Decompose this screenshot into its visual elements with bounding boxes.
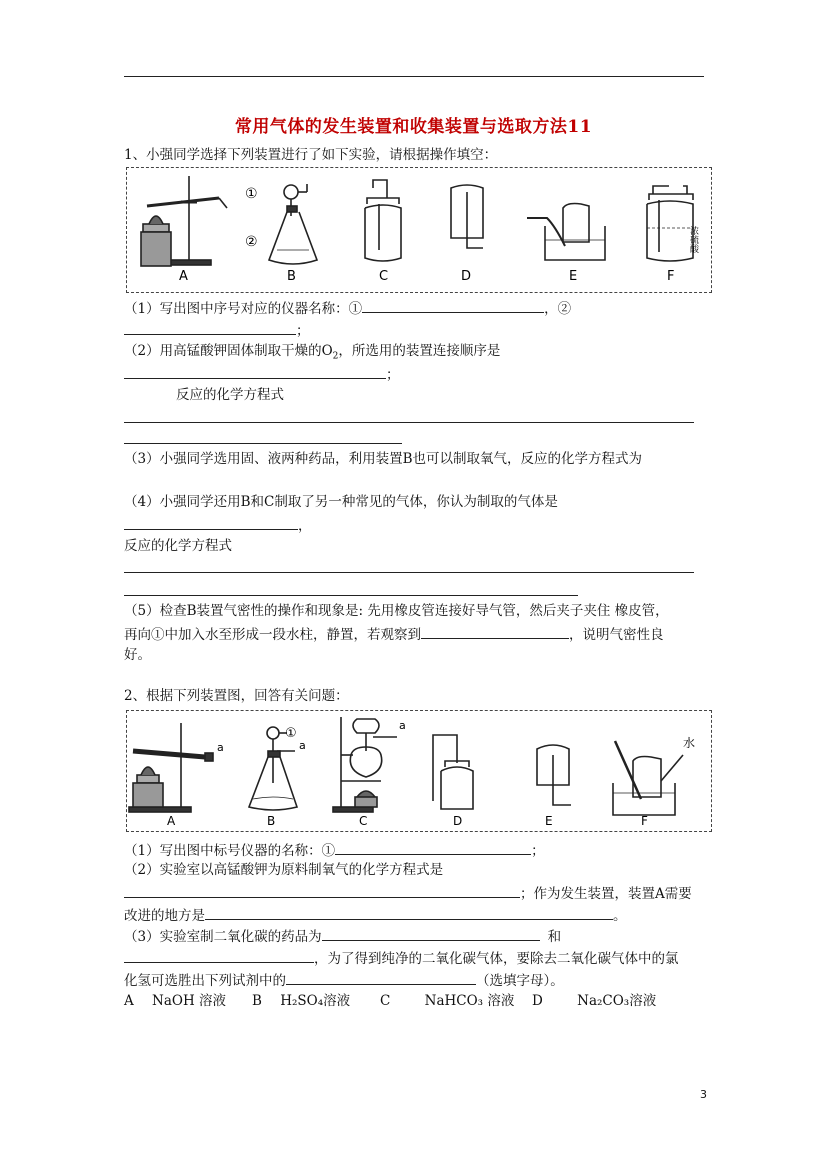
q2-b-port-label: a xyxy=(299,739,306,752)
q2-p2-end: 。 xyxy=(613,908,627,924)
q2-option-c[interactable] xyxy=(380,992,514,1010)
q1-p1-line2 xyxy=(124,320,310,340)
q1-apparatus-e xyxy=(527,204,605,261)
q2-blank-4[interactable] xyxy=(322,926,540,941)
q1-apparatus-c xyxy=(365,180,401,261)
q2-option-c-letter: C xyxy=(380,993,391,1009)
q1-apparatus-figure xyxy=(127,168,709,290)
q1-p1-label: （1）写出图中序号对应的仪器名称：① xyxy=(124,301,363,317)
q2-blank-6[interactable] xyxy=(286,970,476,985)
page-number: 3 xyxy=(700,1088,707,1101)
q1-apparatus-b xyxy=(269,184,317,264)
q2-p3-and: 和 xyxy=(547,929,562,945)
q2-option-d-letter: D xyxy=(532,993,543,1009)
q2-p3-line1 xyxy=(124,926,561,946)
q1-blank-2[interactable] xyxy=(124,320,296,335)
q2-apparatus-d xyxy=(433,735,473,809)
q2-option-d-text: Na₂CO₃溶液 xyxy=(577,993,657,1009)
q1-apparatus-f xyxy=(647,186,693,261)
q1-p4: （4）小强同学还用B和C制取了另一种常见的气体，你认为制取的气体是 xyxy=(124,494,558,510)
q2-option-a-letter: A xyxy=(124,993,134,1009)
q1-label-c: C xyxy=(379,269,389,284)
q1-p4-equation-label: 反应的化学方程式 xyxy=(124,538,232,554)
q1-apparatus-a xyxy=(141,176,227,266)
q1-p5-line3: 好。 xyxy=(124,647,151,663)
q2-option-b[interactable] xyxy=(252,992,350,1010)
q1-eq-line-1[interactable] xyxy=(124,422,694,423)
q2-option-b-text: H₂SO₄溶液 xyxy=(280,993,351,1009)
q1-label-f: F xyxy=(667,269,675,284)
q1-label-b: B xyxy=(287,269,296,284)
q2-p1-label: （1）写出图中标号仪器的名称：① xyxy=(124,843,336,859)
q1-p2-end: ； xyxy=(386,367,400,383)
q2-p3-text-c: 化氢可选胜出下列试剂中的 xyxy=(124,973,286,989)
q2-p3-label: （3）实验室制二氧化碳的药品为 xyxy=(124,929,322,945)
header-rule xyxy=(124,76,704,77)
q2-blank-1[interactable] xyxy=(335,840,531,855)
q2-p1-end: ； xyxy=(531,843,545,859)
q2-a-port-label: a xyxy=(217,741,224,754)
q1-intro: 1、小强同学选择下列装置进行了如下实验，请根据操作填空： xyxy=(124,147,498,163)
q1-eq-line-4[interactable] xyxy=(124,595,578,596)
q1-p2 xyxy=(124,342,500,366)
q2-p3-line2 xyxy=(124,948,679,968)
q1-blank-4[interactable] xyxy=(124,515,298,530)
q1-f-acid-label: 浓硫酸 xyxy=(688,226,698,253)
q1-p2-sub: 2 xyxy=(332,351,339,362)
q2-p3-text: ，为了得到纯净的二氧化碳气体，要除去二氧化碳气体中的氯 xyxy=(314,951,679,967)
q1-label-d: D xyxy=(461,269,472,284)
q2-blank-3[interactable] xyxy=(205,905,613,920)
q2-p2-line2 xyxy=(124,883,692,903)
q2-option-a-text: NaOH 溶液 xyxy=(152,993,227,1009)
q1-p2-line2 xyxy=(124,364,400,384)
q2-p2-text-c: 改进的地方是 xyxy=(124,908,205,924)
q2-label-c: C xyxy=(359,814,368,828)
q2-p2-text: ；作为发生装置，装置A需要 xyxy=(520,886,692,902)
q2-label-e: E xyxy=(545,814,553,828)
q1-p1-end: ； xyxy=(296,323,310,339)
q2-blank-2[interactable] xyxy=(124,883,520,898)
q2-p2-line3 xyxy=(124,905,627,925)
q1-p5-text-c: ，说明气密性良 xyxy=(569,627,664,643)
q2-option-a[interactable] xyxy=(124,992,226,1010)
q1-p1-sep: ，② xyxy=(544,301,572,317)
q2-option-b-letter: B xyxy=(252,993,262,1009)
q2-apparatus-figure xyxy=(127,711,709,829)
q1-p4-end: ， xyxy=(298,518,312,534)
q1-apparatus-d xyxy=(451,185,483,248)
q2-apparatus-e xyxy=(537,745,571,805)
q2-option-d[interactable] xyxy=(532,992,656,1010)
q1-p2-equation-label: 反应的化学方程式 xyxy=(176,387,284,403)
q1-label-e: E xyxy=(569,269,578,284)
q2-p2-line1: （2）实验室以高锰酸钾为原料制氧气的化学方程式是 xyxy=(124,862,444,878)
q1-blank-5[interactable] xyxy=(421,624,569,639)
q2-label-a: A xyxy=(167,814,176,828)
q2-label-f: F xyxy=(641,814,648,828)
q2-option-c-text: NaHCO₃ 溶液 xyxy=(424,993,515,1009)
q1-p5-line2 xyxy=(124,624,664,644)
q1-p5-line1: （5）检查B装置气密性的操作和现象是: 先用橡皮管连接好导气管，然后夹子夹住 橡皮管， xyxy=(124,603,669,619)
q1-p2-label: （2）用高锰酸钾固体制取干燥的O xyxy=(124,343,333,359)
q2-label-b: B xyxy=(267,814,276,828)
q1-eq-line-2[interactable] xyxy=(124,443,402,444)
q1-p2-label-b: ，所选用的装置连接顺序是 xyxy=(338,343,501,359)
q1-marker-1: ① xyxy=(245,186,258,202)
q1-p1 xyxy=(124,298,571,318)
q1-blank-3[interactable] xyxy=(124,364,386,379)
q1-label-a: A xyxy=(179,269,188,284)
q2-c-port-label: a xyxy=(399,719,406,732)
q2-f-water-label: 水 xyxy=(683,736,696,750)
q2-blank-5[interactable] xyxy=(124,948,314,963)
q1-p5-text: 再向①中加入水至形成一段水柱，静置，若观察到 xyxy=(124,627,421,643)
q2-apparatus-c xyxy=(333,717,397,812)
q2-label-d: D xyxy=(453,814,463,828)
q2-p1 xyxy=(124,840,545,860)
q1-eq-line-3[interactable] xyxy=(124,572,694,573)
page-title: 常用气体的发生装置和收集装置与选取方法11 xyxy=(234,117,593,137)
q1-p3: （3）小强同学选用固、液两种药品，利用装置B也可以制取氧气，反应的化学方程式为 xyxy=(124,451,643,467)
q2-apparatus-a xyxy=(129,723,213,812)
q2-p3-line3 xyxy=(124,970,564,990)
q1-marker-2: ② xyxy=(245,234,258,250)
q1-p4-line2 xyxy=(124,515,312,535)
q2-b-marker-1: ① xyxy=(285,726,297,741)
q1-blank-1[interactable] xyxy=(362,298,544,313)
q2-p3-text-d: （选填字母）。 xyxy=(476,973,564,989)
q2-intro: 2、根据下列装置图，回答有关问题： xyxy=(124,688,349,704)
q2-apparatus-f xyxy=(613,741,683,815)
